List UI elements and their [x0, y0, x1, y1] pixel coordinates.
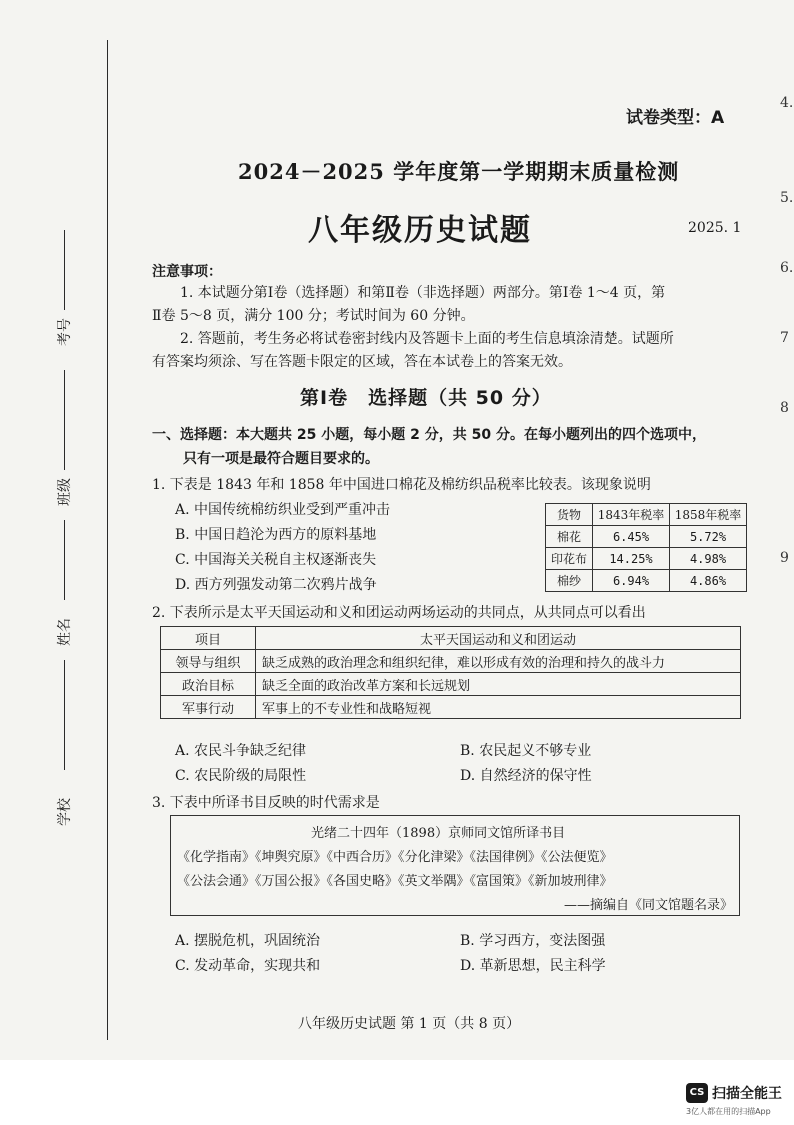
binding-line [107, 40, 108, 1040]
edge-number: 6. [780, 260, 794, 276]
question-1-stem: 1. 下表是 1843 年和 1858 年中国进口棉花及棉纺织品税率比较表。该现象说明 [152, 477, 651, 493]
question-3-book-list-box [170, 815, 740, 916]
section-instruction-line-2: 只有一项是最符合题目要求的。 [183, 451, 379, 467]
scanner-tagline: 3亿人都在用的扫描App [686, 1107, 771, 1116]
question-2-option-b: B. 农民起义不够专业 [460, 743, 592, 759]
scanner-footer [0, 1060, 794, 1125]
notice-item-1-line-1: 1. 本试题分第Ⅰ卷（选择题）和第Ⅱ卷（非选择题）两部分。第Ⅰ卷 1～4 页，第 [180, 285, 666, 301]
table-row [161, 673, 741, 696]
exam-subject-title: 八年级历史试题 [308, 213, 532, 248]
question-2-stem: 2. 下表所示是太平天国运动和义和团运动两场运动的共同点，从共同点可以看出 [152, 605, 646, 621]
kaohao-blank [64, 230, 65, 310]
question-1-tariff-table [545, 503, 747, 592]
table-cell: 军事行动 [161, 696, 256, 719]
banji-blank [64, 370, 65, 470]
page-number-footer: 八年级历史试题 第 1 页（共 8 页） [298, 1016, 521, 1032]
question-2-option-a: A. 农民斗争缺乏纪律 [175, 743, 307, 759]
scanner-app-name: 扫描全能王 [712, 1086, 782, 1102]
table-cell: 4.98% [670, 548, 747, 570]
question-1-option-a: A. 中国传统棉纺织业受到严重冲击 [175, 502, 391, 518]
table-row [546, 526, 747, 548]
table-cell: 棉花 [546, 526, 593, 548]
table-row [161, 696, 741, 719]
table-cell: 军事上的不专业性和战略短视 [256, 696, 741, 719]
table-cell: 14.25% [593, 548, 670, 570]
book-list-source: ——摘编自《同文馆题名录》 [563, 898, 733, 913]
question-3-stem: 3. 下表中所译书目反映的时代需求是 [152, 795, 380, 811]
table-row [161, 650, 741, 673]
exam-date: 2025. 1 [688, 220, 742, 236]
edge-number: 7 [780, 330, 789, 346]
table-header-cell: 1858年税率 [670, 504, 747, 526]
notice-heading: 注意事项： [152, 264, 222, 280]
table-cell: 4.86% [670, 570, 747, 592]
table-header-row [546, 504, 747, 526]
section-instruction-line-1: 一、选择题：本大题共 25 小题，每小题 2 分，共 50 分。在每小题列出的四个选项中， [152, 427, 706, 443]
notice-item-1-line-2: Ⅱ卷 5～8 页，满分 100 分；考试时间为 60 分钟。 [152, 308, 475, 324]
xingming-blank [64, 520, 65, 600]
table-cell: 缺乏成熟的政治理念和组织纪律，难以形成有效的治理和持久的战斗力 [256, 650, 741, 673]
xingming-label: 姓名 [57, 618, 73, 646]
notice-item-2 [152, 328, 742, 374]
table-cell: 5.72% [670, 526, 747, 548]
table-header-cell: 1843年税率 [593, 504, 670, 526]
xuexiao-blank [64, 660, 65, 770]
edge-number: 9 [780, 550, 789, 566]
table-header-cell: 项目 [161, 627, 256, 650]
banji-label: 班级 [57, 478, 73, 506]
section-title: 第Ⅰ卷 选择题（共 50 分） [300, 387, 552, 409]
edge-number: 4. [780, 95, 794, 111]
question-1-option-b: B. 中国日趋沦为西方的原料基地 [175, 527, 377, 543]
question-3-option-c: C. 发动革命，实现共和 [175, 958, 321, 974]
camscanner-logo-icon: CS [686, 1083, 708, 1103]
table-cell: 棉纱 [546, 570, 593, 592]
book-list-title: 光绪二十四年（1898）京师同文馆所译书目 [311, 826, 566, 841]
kaohao-label: 考号 [57, 318, 73, 346]
xuexiao-label: 学校 [57, 798, 73, 826]
question-2-option-c: C. 农民阶级的局限性 [175, 768, 307, 784]
table-cell: 印花布 [546, 548, 593, 570]
notice-item-2-line-1: 2. 答题前，考生务必将试卷密封线内及答题卡上面的考生信息填涂清楚。试题所 [180, 331, 674, 347]
question-2-option-d: D. 自然经济的保守性 [460, 768, 592, 784]
notice-item-1 [152, 282, 742, 328]
table-cell: 6.45% [593, 526, 670, 548]
table-header-cell: 太平天国运动和义和团运动 [256, 627, 741, 650]
table-header-row [161, 627, 741, 650]
table-cell: 缺乏全面的政治改革方案和长远规划 [256, 673, 741, 696]
notice-item-2-line-2: 有答案均须涂、写在答题卡限定的区域，答在本试卷上的答案无效。 [152, 354, 572, 370]
question-1-option-c: C. 中国海关关税自主权逐渐丧失 [175, 552, 377, 568]
book-list-line-2: 《公法会通》《万国公报》《各国史略》《英文举隅》《富国策》《新加坡刑律》 [177, 874, 613, 889]
table-cell: 领导与组织 [161, 650, 256, 673]
table-cell: 政治目标 [161, 673, 256, 696]
exam-year-title: 2024－2025 学年度第一学期期末质量检测 [238, 159, 680, 184]
edge-number: 5. [780, 190, 794, 206]
question-3-option-d: D. 革新思想，民主科学 [460, 958, 606, 974]
book-list-line-1: 《化学指南》《坤舆究原》《中西合历》《分化津梁》《法国律例》《公法便览》 [177, 850, 613, 865]
table-header-cell: 货物 [546, 504, 593, 526]
edge-number: 8 [780, 400, 789, 416]
table-cell: 6.94% [593, 570, 670, 592]
exam-type: 试卷类型：A [626, 108, 725, 128]
question-3-option-a: A. 摆脱危机，巩固统治 [175, 933, 321, 949]
table-row [546, 548, 747, 570]
question-1-option-d: D. 西方列强发动第二次鸦片战争 [175, 577, 377, 593]
table-row [546, 570, 747, 592]
question-2-comparison-table [160, 626, 741, 719]
question-3-option-b: B. 学习西方，变法图强 [460, 933, 606, 949]
